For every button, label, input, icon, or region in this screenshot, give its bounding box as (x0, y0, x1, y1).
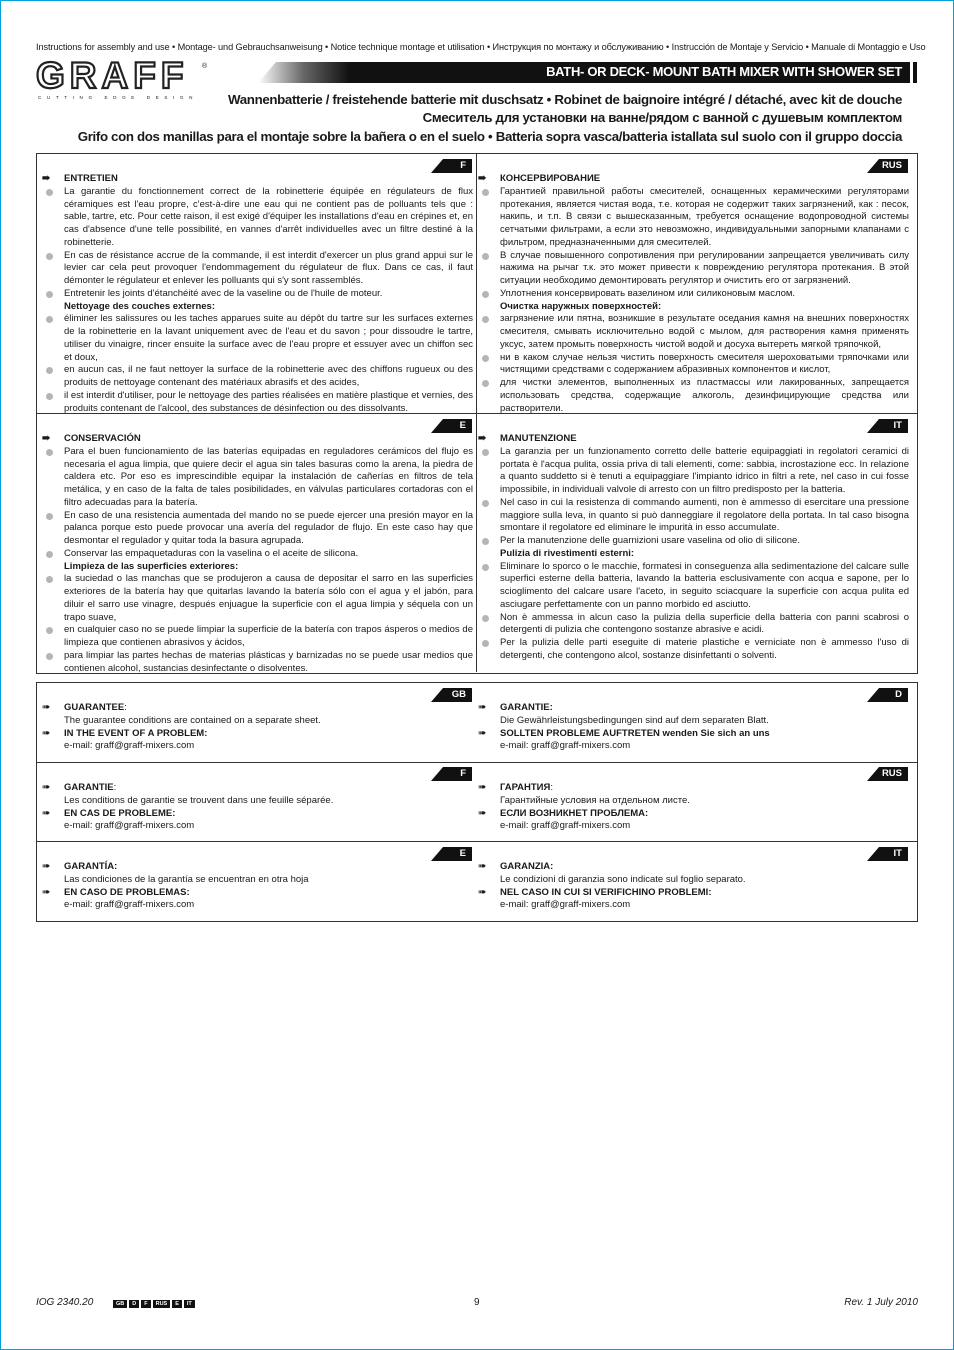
revision: Rev. 1 July 2010 (844, 1297, 918, 1308)
paragraph: В случае повышенного сопротивления при регулировании запрещается увеличивать силу нажима на рычаг т.к. это может привести к повреждению регулятора протекания. В этой ситуации необходимо демонтировать регулятор и очистить его от загрязнений. (500, 249, 909, 286)
paragraph: la suciedad o las manchas que se produjeron a causa de depositar el sarro en las superficies exteriores de la batería hay que quitarlas lavando la batería sólo con el agua y el jabón, para diluir el sarro use vinagre, después enjuague la superficie con el agua limpia y séquela con un trapo suave, (64, 573, 473, 623)
guarantee-heading: ГАРАНТИЯ (500, 782, 551, 793)
language-tags (113, 1300, 195, 1308)
document-title: BATH- OR DECK- MOUNT BATH MIXER WITH SHOWER SET (546, 64, 902, 79)
top-line: Instructions for assembly and use • Montage- und Gebrauchsanweisung • Notice technique montage et utilisation • Инструкция по монтажу и обслуживанию • Instrucción de Montaje y Servicio • Manuale di Montaggio e Uso (36, 42, 926, 52)
bullet-icon (482, 449, 489, 456)
tag-e: E (431, 419, 472, 433)
guarantee-es (38, 861, 458, 912)
paragraph: La garantie du fonctionnement correct de la robinetterie équipée en régulateurs de flux céramiques est l'eau propre, c'est-à-dire une eau qui ne contient pas de polluants tels que : sable, tartre, etc. Pour cette raison, il est exigé d'équiper les installations d'eau en crépines et, en cas d'absence d'une telle possibilité, en vannes d'arrêt individuelles avec un filtre destiné à la robinetterie. (64, 185, 473, 248)
paragraph: para limpiar las partes hechas de materias plásticas y barnizadas no se puede usar medios que contienen alcohol, sustancias desinfectante o disolventes. (64, 649, 473, 674)
paragraph: En caso de una resistencia aumentada del mando no se puede ejercer una presión mayor en la palanca porque esto puede provocar una avería del regulador de flujo. En este caso hay que desmontar el regulador y quitar toda la basura agrupada. (64, 509, 473, 546)
paragraph: il est interdit d'utiliser, pour le nettoyage des parties réalisées en matière plastique et vernies, des produits contenant de l'alcool, des substances de désinfection ou des dissolvants. (64, 389, 473, 414)
heading-ru: КОНСЕРВИРОВАНИЕ (500, 173, 601, 184)
bullet-icon (46, 449, 53, 456)
mini-tag: E (172, 1300, 182, 1308)
subtitle-line-3: Grifo con dos manillas para el montaje sobre la bañera o en el suelo • Batteria sopra vasca/batteria istallata sul suolo con il gruppo doccia (77, 129, 902, 144)
guarantee-heading: GARANTÍA: (64, 861, 118, 872)
arrow-icon: ➠ (42, 861, 51, 872)
guarantee-heading: GARANTIE: (500, 702, 553, 713)
bullet-icon (482, 316, 489, 323)
bullet-icon (46, 316, 53, 323)
guarantee-heading: GUARANTEE (64, 702, 125, 713)
bullet-icon (482, 355, 489, 362)
paragraph: en cualquier caso no se puede limpiar la superficie de la batería con trapos ásperos o medios de limpieza que contienen abrasivos y ácidos, (64, 624, 473, 648)
email-link[interactable]: e-mail: graff@graff-mixers.com (64, 899, 195, 911)
arrow-icon: ➠ (42, 173, 51, 184)
arrow-icon: ➠ (478, 727, 487, 739)
guarantee-text: Les conditions de garantie se trouvent dans une feuille séparée. (64, 794, 334, 806)
paragraph: En cas de résistance accrue de la commande, il est interdit d'exercer un plus grand appui sur le levier car cela peut provoquer l'endommagement du régulateur de flux. Dans ce cas, il faut démonter le régulateur et enlever les polluants qui s'y sont rassemblés. (64, 249, 473, 286)
heading-it: MANUTENZIONE (500, 433, 577, 444)
subtitle-line-2: Смеситель для установки на ванне/рядом с ванной с душевым комплектом (422, 110, 902, 125)
email-link[interactable]: e-mail: graff@graff-mixers.com (64, 820, 195, 832)
tag-rus: RUS (867, 159, 908, 173)
subheading-es: Limpieza de las superficies exteriores: (64, 560, 239, 572)
guarantee-row-divider-2 (36, 841, 918, 842)
arrow-icon: ➠ (42, 886, 51, 898)
arrow-icon: ➠ (42, 702, 51, 713)
paragraph: Conservar las empaquetaduras con la vaselina o el aceite de silicona. (64, 547, 359, 559)
bullet-icon (46, 653, 53, 660)
mini-tag: D (129, 1300, 139, 1308)
guarantee-text: Гарантийные условия на отдельном листе. (500, 794, 690, 806)
bullet-icon (46, 367, 53, 374)
paragraph: Entretenir les joints d'étanchéité avec de la vaseline ou de l'huile de moteur. (64, 287, 383, 299)
bullet-icon (482, 253, 489, 260)
heading-es: CONSERVACIÓN (64, 433, 141, 444)
bullet-icon (482, 291, 489, 298)
mini-tag: GB (113, 1300, 127, 1308)
paragraph: Гарантией правильной работы смесителей, оснащенных керамическими регуляторами протекания, является чистая вода, т.е. которая не содержит таких загрязнений, как : песок, накипь, и т.п. В связи с вышесказанным, требуется оснащение водопроводной системы сетчатыми фильтрами, а если это невозможно, индивидуальными запорными клапанами с фильтром, предназначенными для смесителей. (500, 185, 909, 248)
guarantee-heading: GARANTIE (64, 782, 114, 793)
subheading-ru: Очистка наружных поверхностей: (500, 300, 662, 312)
arrow-icon: ➠ (42, 433, 51, 444)
email-link[interactable]: e-mail: graff@graff-mixers.com (500, 899, 631, 911)
email-link[interactable]: e-mail: graff@graff-mixers.com (500, 740, 631, 752)
section-ru (474, 173, 909, 415)
arrow-icon: ➠ (42, 807, 51, 819)
tag-it: IT (867, 419, 908, 433)
bullet-icon (482, 640, 489, 647)
section-it (474, 433, 909, 663)
mini-tag: F (141, 1300, 150, 1308)
paragraph: Per la pulizia delle parti eseguite di materie plastiche e verniciate non è ammesso l'uso di detergenti, che contengono alcol, sostanze disinfettanti o solventi. (500, 637, 909, 661)
arrow-icon: ➠ (478, 807, 487, 819)
heading-fr: ENTRETIEN (64, 173, 118, 184)
bullet-icon (46, 576, 53, 583)
paragraph: для чистки элементов, выполненных из пластмассы или лакированных, запрещается использовать средства, содержащие алкоголь, дезинфицирующие средства или растворители. (500, 377, 909, 414)
guarantee-gb: ➠ GUARANTEE: The guarantee conditions are contained on a separate sheet. ➠ IN THE EVENT OF A PROBLEM: e-mail: graff@graff-mixers.com (38, 702, 458, 753)
tag-f-guarantee: F (431, 767, 472, 781)
arrow-icon: ➠ (478, 886, 487, 898)
bullet-icon (46, 253, 53, 260)
arrow-icon: ➠ (478, 702, 487, 713)
arrow-icon: ➠ (478, 861, 487, 872)
section-fr (38, 173, 473, 415)
subheading-fr: Nettoyage des couches externes: (64, 300, 216, 312)
tag-f: F (431, 159, 472, 173)
subheading-it: Pulizia di rivestimenti esterni: (500, 547, 635, 559)
section-es (38, 433, 473, 675)
subtitle-line-1: Wannenbatterie / freistehende batterie mit duschsatz • Robinet de baignoire intégré / détaché, avec kit de douche (228, 92, 902, 107)
arrow-icon: ➠ (42, 782, 51, 793)
arrow-icon: ➠ (478, 173, 487, 184)
guarantee-text: Die Gewährleistungsbedingungen sind auf dem separaten Blatt. (500, 714, 769, 726)
problem-heading: IN THE EVENT OF A PROBLEM: (64, 727, 208, 739)
svg-text:CUTTING EDGE DESIGN: CUTTING EDGE DESIGN (38, 95, 198, 100)
guarantee-de (474, 702, 894, 753)
doc-code: IOG 2340.20 (36, 1297, 94, 1308)
paragraph: Non è ammessa in alcun caso la pulizia della superficie della batteria con panni scabrosi o detergenti di pulizia che contengono sostanze abrasive e acidi. (500, 611, 909, 636)
bullet-icon (482, 500, 489, 507)
paragraph: La garanzia per un funzionamento corretto delle batterie equipaggiati in regolatori ceramici di portata è l'acqua pulita, ossia priva di tali elementi, come: sabbia, incrostazione ecc. In relazione a quanto suddetto si è tenuti a equipaggiare l'impianto idrico in filtri a rete, nel caso in cui fosse impossibile, in individuali valvole di arresto con un filtro predisposto per la batteria. (500, 445, 909, 495)
guarantee-fr: ➠ GARANTIE: Les conditions de garantie se trouvent dans une feuille séparée. ➠ EN CAS DE PROBLEME: e-mail: graff@graff-mixers.com (38, 782, 458, 833)
paragraph: Уплотнения консервировать вазелином или силиконовым маслом. (500, 287, 796, 299)
problem-heading: NEL CASO IN CUI SI VERIFICHINO PROBLEMI: (500, 886, 712, 898)
guarantee-heading: GARANZIA: (500, 861, 554, 872)
paragraph: Per la manutenzione delle guarnizioni usare vaselina od olio di silicone. (500, 535, 800, 546)
guarantee-text: Le condizioni di garanzia sono indicate sul foglio separato. (500, 873, 746, 885)
problem-heading: EN CASO DE PROBLEMAS: (64, 886, 190, 898)
problem-heading: SOLLTEN PROBLEME AUFTRETEN wenden Sie sich an uns (500, 727, 770, 739)
tag-rus-guarantee: RUS (867, 767, 908, 781)
bullet-icon (46, 551, 53, 558)
bullet-icon (482, 380, 489, 387)
paragraph: ни в каком случае нельзя чистить поверхность смесителя шероховатыми тряпочками или чистящими средствами с содержанием абразивных компонентов и кислот, (500, 351, 909, 376)
guarantee-text: The guarantee conditions are contained on a separate sheet. (64, 714, 321, 726)
arrow-icon: ➠ (478, 433, 487, 444)
title-bar (258, 62, 918, 83)
bullet-icon (46, 291, 53, 298)
bullet-icon (482, 564, 489, 571)
paragraph: éliminer les salissures ou les taches apparues suite au dépôt du tartre sur les surfaces externes de la robinetterie en la lavant uniquement avec de l'eau et du savon ; pour dissoudre le tartre, utiliser du vinaigre, rincer ensuite la surface avec de l'eau propre et essuyer avec un chiffon sec et doux, (64, 313, 473, 363)
tag-d: D (867, 688, 908, 702)
bullet-icon (46, 393, 53, 400)
bullet-icon (46, 189, 53, 196)
page-number: 9 (474, 1297, 480, 1308)
mini-tag: RUS (153, 1300, 171, 1308)
svg-text:GRAFF: GRAFF (36, 60, 189, 96)
bullet-icon (482, 538, 489, 545)
arrow-icon: ➠ (478, 782, 487, 793)
graff-logo (36, 60, 211, 100)
paragraph: загрязнение или пятна, возникшие в результате оседания камня на внешних поверхностях смесителя, смывать исключительно водой с мылом, для растворения камня применять уксус, затем промыть поверхность чистой водой и досуха вытереть мягкой тряпочкой, (500, 313, 909, 350)
tag-gb: GB (431, 688, 472, 702)
problem-heading: ЕСЛИ ВОЗНИКНЕТ ПРОБЛЕМА: (500, 807, 649, 819)
bullet-icon (46, 513, 53, 520)
tag-it-guarantee: IT (867, 847, 908, 861)
tag-e-guarantee: E (431, 847, 472, 861)
paragraph: en aucun cas, il ne faut nettoyer la surface de la robinetterie avec des chiffons rugueux ou des produits de nettoyage contenant des matériaux abrasifs et des acides, (64, 364, 473, 388)
email-link[interactable]: e-mail: graff@graff-mixers.com (64, 740, 195, 752)
guarantee-ru: ➠ ГАРАНТИЯ: Гарантийные условия на отдельном листе. ➠ ЕСЛИ ВОЗНИКНЕТ ПРОБЛЕМА: e-mail: graff@graff-mixers.com (474, 782, 894, 833)
mini-tag: IT (184, 1300, 195, 1308)
guarantee-row-divider-1 (36, 762, 918, 763)
problem-heading: EN CAS DE PROBLEME: (64, 807, 176, 819)
guarantee-it (474, 861, 894, 912)
paragraph: Nel caso in cui la resistenza di commando aumenti, non è ammesso di esercitare una pressione maggiore sulla leva, in quanto si può danneggiare il regolatore della portata. In tal caso bisogna smontare il regolatore ed eliminare le impurità in esso accumulate. (500, 496, 909, 534)
svg-text:®: ® (202, 63, 208, 70)
paragraph: Para el buen funcionamiento de las baterías equipadas en reguladores cerámicos del flujo es necesaria el agua limpia, que quiere decir el agua sin tales basuras como la arena, la piedra de caldera etc. Por eso es imprescindible equipar la instalación de cañerías en filtros de tela metálica, y en caso de la falta de tales posibilidades, en válvulas particulares cortadoras con el filtro adecuadas para la batería. (64, 445, 473, 508)
bullet-icon (482, 189, 489, 196)
paragraph: Eliminare lo sporco o le macchie, formatesi in conseguenza alla sedimentazione del calcare sulle superfici esterne della batteria, lavando la batteria esclusivamente con acqua e sapone, per lo scioglimento del calcare usare l'aceto, in seguito sciacquare la superficie con acqua pulita ed asciugare perfettamente con un panno morbido ed asciutto. (500, 560, 909, 610)
bullet-icon (482, 615, 489, 622)
bullet-icon (46, 627, 53, 634)
arrow-icon: ➠ (42, 727, 51, 739)
email-link[interactable]: e-mail: graff@graff-mixers.com (500, 820, 631, 832)
guarantee-text: Las condiciones de la garantía se encuentran en otra hoja (64, 873, 309, 885)
